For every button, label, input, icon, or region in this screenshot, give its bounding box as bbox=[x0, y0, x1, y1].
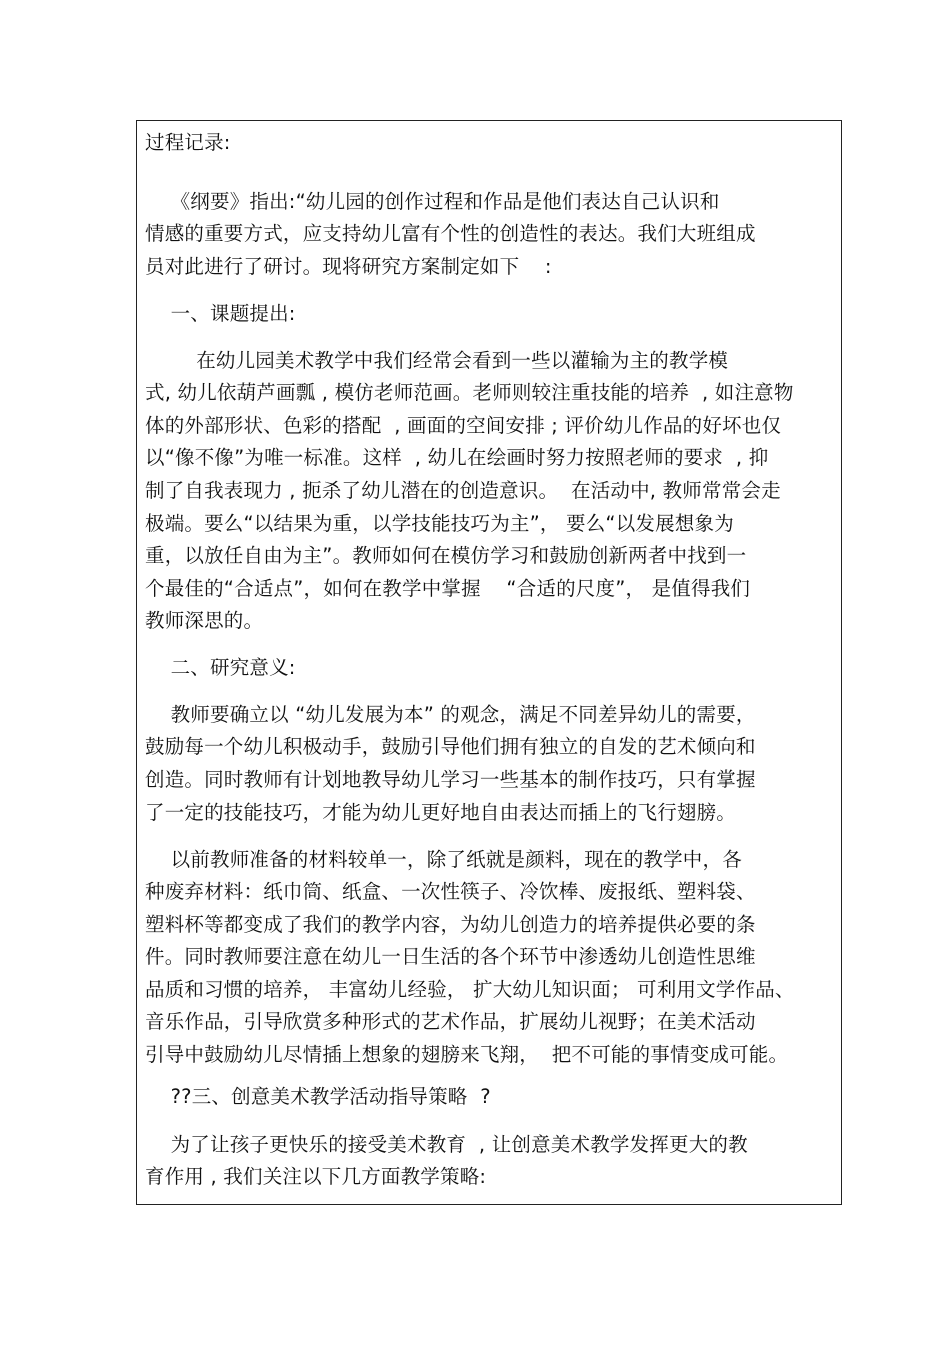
paragraph-line: 创造。同时教师有计划地教导幼儿学习一些基本的制作技巧，只有掌握 bbox=[145, 768, 756, 791]
paragraph-line: 教师深思的。 bbox=[145, 609, 264, 632]
paragraph-line: 制了自我表现力 , 扼杀了幼儿潜在的创造意识。 在活动中, 教师常常会走 bbox=[145, 479, 781, 502]
paragraph-line: 引导中鼓励幼儿尽情插上想象的翅膀来飞翔， 把不可能的事情变成可能。 bbox=[145, 1043, 789, 1066]
paragraph-line: 重，以放任自由为主”。教师如何在模仿学习和鼓励创新两者中找到一 bbox=[145, 544, 747, 567]
paragraph-line: 情感的重要方式，应支持幼儿富有个性的创造性的表达。我们大班组成 bbox=[145, 222, 756, 245]
paragraph-line: 塑料杯等都变成了我们的教学内容，为幼儿创造力的培养提供必要的条 bbox=[145, 913, 756, 936]
paragraph-line: 个最佳的“合适点”，如何在教学中掌握 “合适的尺度”， 是值得我们 bbox=[145, 577, 751, 600]
paragraph-line: 件。同时教师要注意在幼儿一日生活的各个环节中渗透幼儿创造性思维 bbox=[145, 945, 756, 968]
paragraph-line: 为了让孩子更快乐的接受美术教育 , 让创意美术教学发挥更大的教 bbox=[145, 1133, 748, 1156]
paragraph-line: 品质和习惯的培养， 丰富幼儿经验， 扩大幼儿知识面； 可利用文学作品、 bbox=[145, 978, 795, 1001]
paragraph-line: 在幼儿园美术教学中我们经常会看到一些以灌输为主的教学模 bbox=[145, 349, 729, 372]
section-heading: 一、课题提出: bbox=[145, 302, 296, 325]
paragraph-line: 员对此进行了研讨。现将研究方案制定如下 : bbox=[145, 255, 552, 278]
paragraph-line: 教师要确立以 “幼儿发展为本” 的观念，满足不同差异幼儿的需要， bbox=[145, 703, 756, 726]
paragraph-line: 以“像不像”为唯一标准。这样 , 幼儿在绘画时努力按照老师的要求 , 抑 bbox=[145, 446, 769, 469]
paragraph-line: 式, 幼儿依葫芦画瓢 , 模仿老师范画。老师则较注重技能的培养 , 如注意物 bbox=[145, 381, 794, 404]
section-heading: 二、研究意义: bbox=[145, 656, 296, 679]
paragraph-line: 极端。要么“以结果为重，以学技能技巧为主”， 要么“以发展想象为 bbox=[145, 512, 734, 535]
paragraph-line: 《纲要》指出:“幼儿园的创作过程和作品是他们表达自己认识和 bbox=[145, 190, 720, 213]
paragraph-line: 育作用 , 我们关注以下几方面教学策略: bbox=[145, 1165, 487, 1188]
paragraph-line: 音乐作品，引导欣赏多种形式的艺术作品，扩展幼儿视野；在美术活动 bbox=[145, 1010, 756, 1033]
section-heading: ??三、创意美术教学活动指导策略 ? bbox=[145, 1085, 491, 1108]
paragraph-line: 种废弃材料：纸巾筒、纸盒、一次性筷子、冷饮棒、废报纸、塑料袋、 bbox=[145, 880, 756, 903]
paragraph-line: 了一定的技能技巧，才能为幼儿更好地自由表达而插上的飞行翅膀。 bbox=[145, 801, 737, 824]
paragraph-line: 以前教师准备的材料较单一，除了纸就是颜料，现在的教学中，各 bbox=[145, 848, 742, 871]
paragraph-line: 鼓励每一个幼儿积极动手，鼓励引导他们拥有独立的自发的艺术倾向和 bbox=[145, 735, 756, 758]
process-record-box bbox=[136, 120, 842, 1205]
paragraph-line: 体的外部形状、色彩的搭配 , 画面的空间安排 ; 评价幼儿作品的好坏也仅 bbox=[145, 414, 782, 437]
record-heading: 过程记录: bbox=[145, 131, 231, 154]
